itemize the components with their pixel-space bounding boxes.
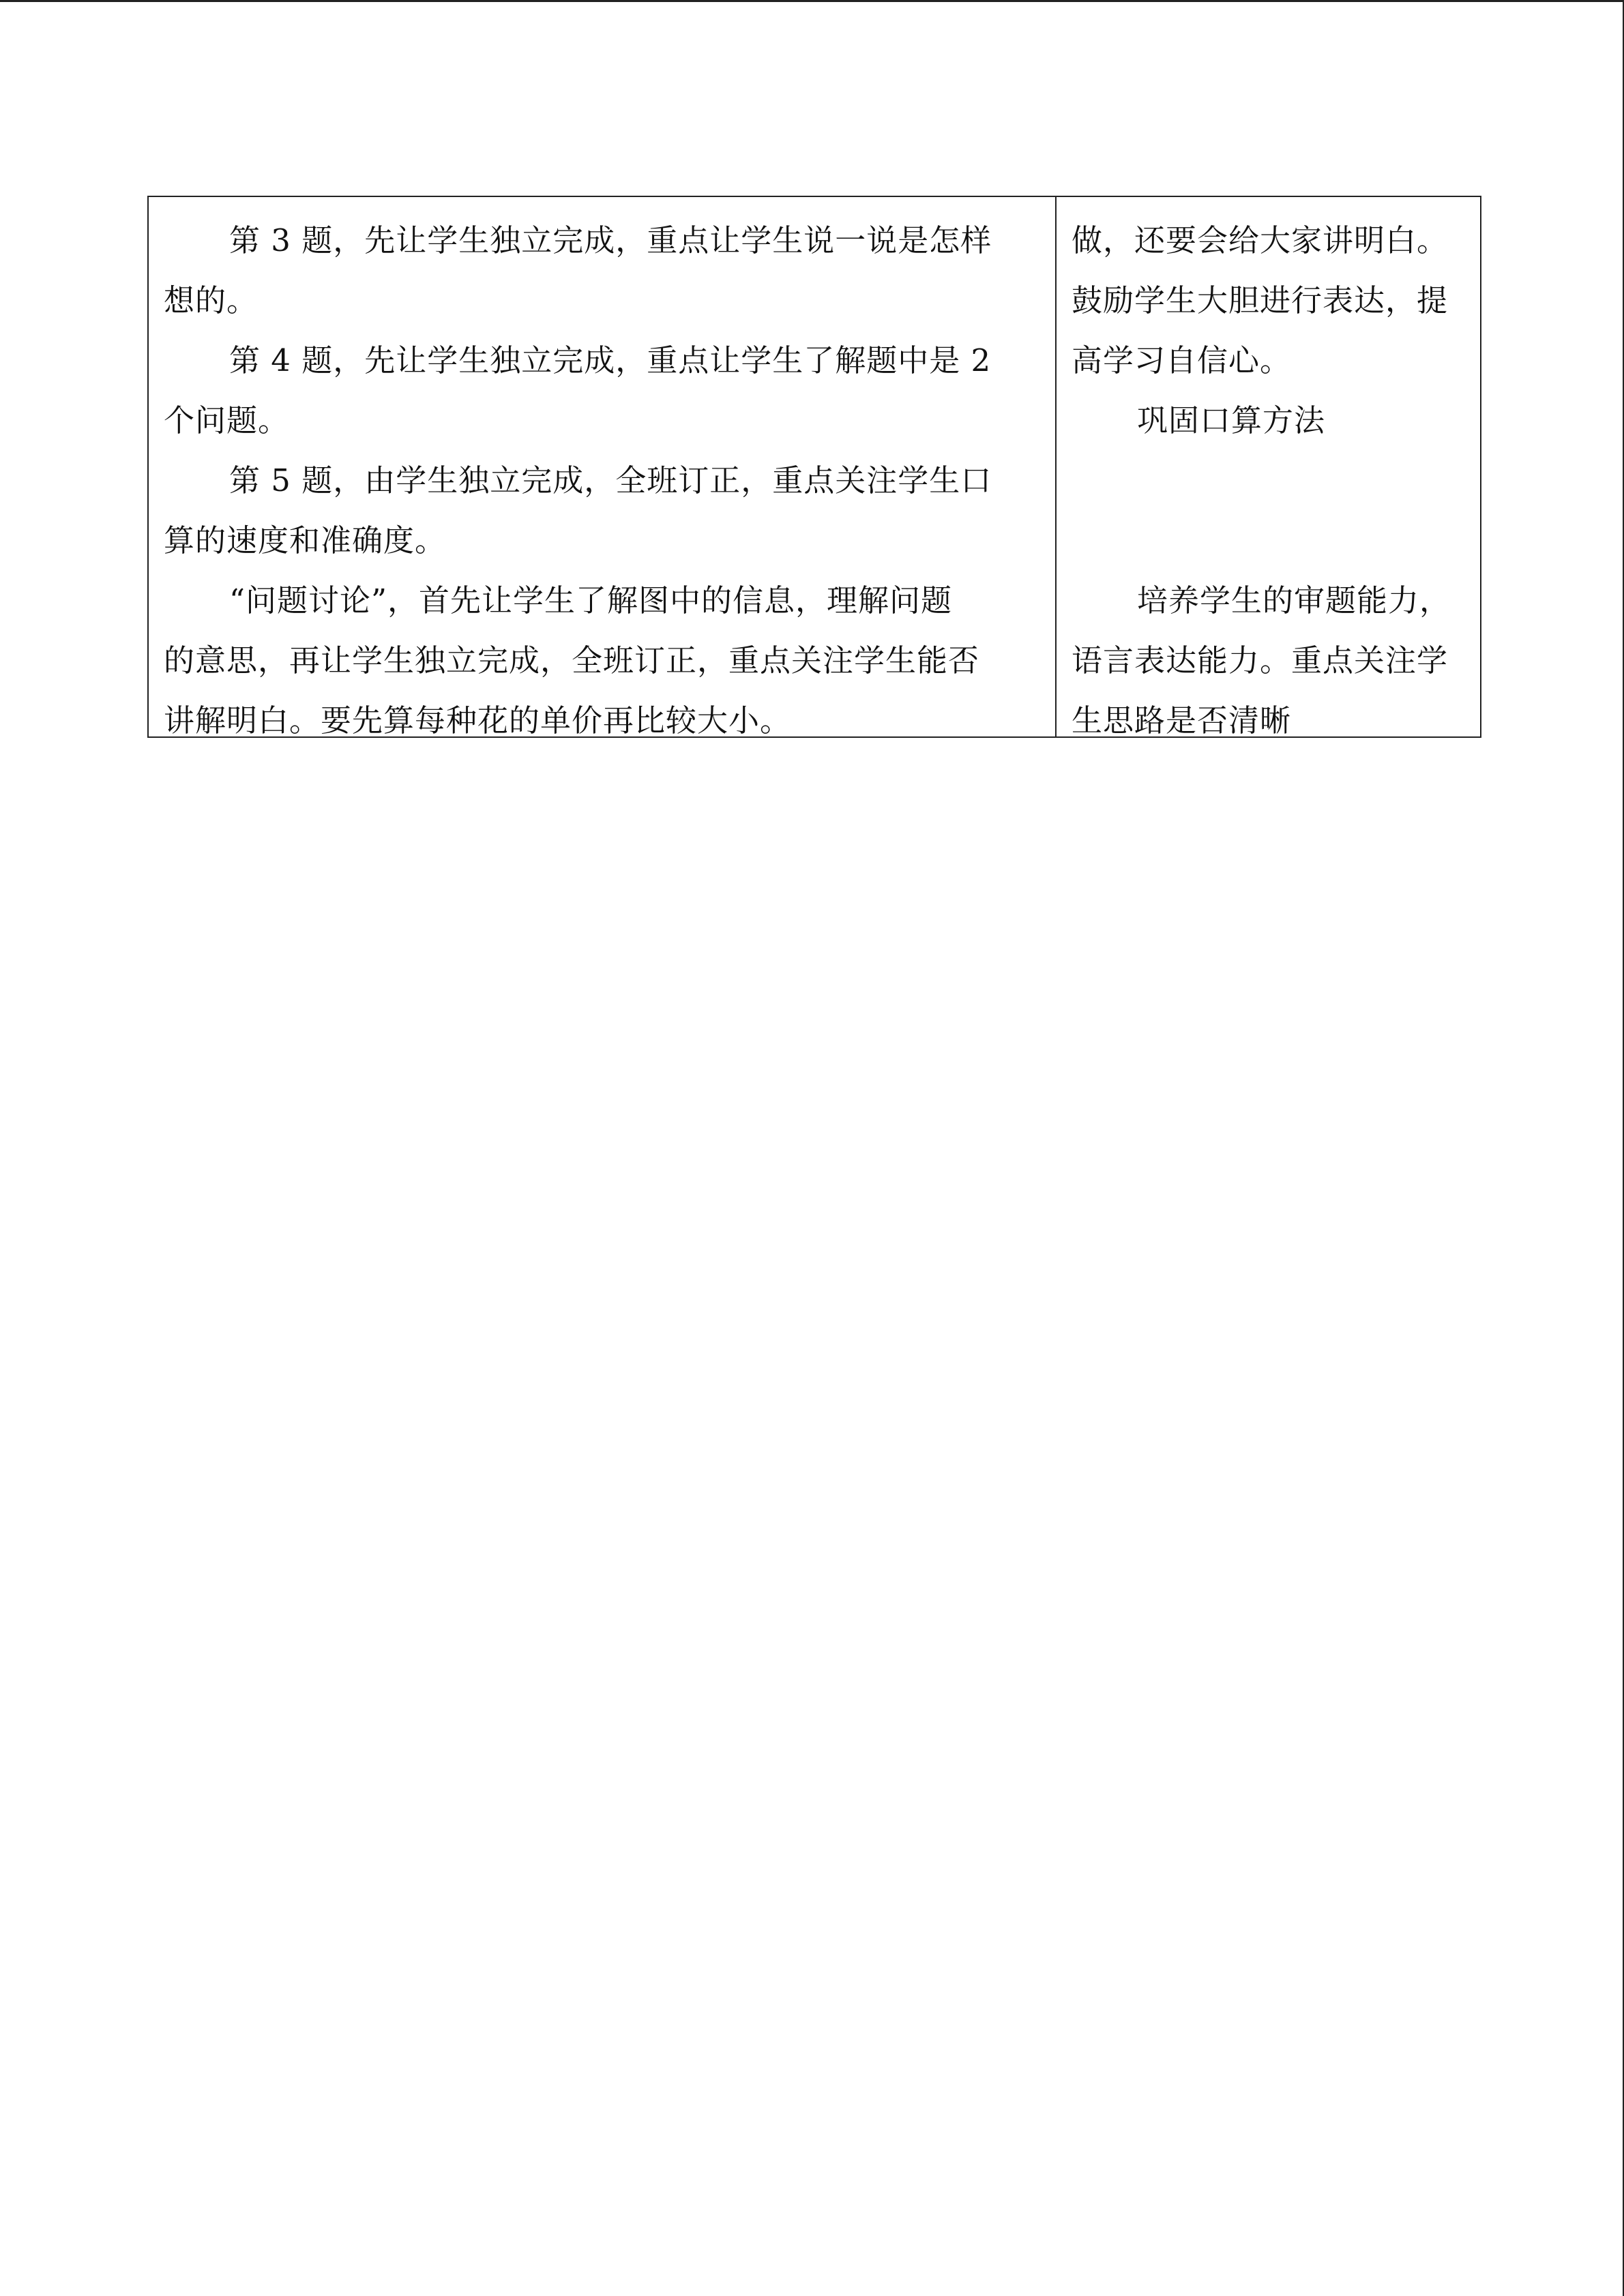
design-intent-column: [1057, 197, 1480, 739]
intent-line-2: 鼓励学生大胆进行表达，提: [1072, 282, 1449, 318]
intent-line-6: 语言表达能力。重点关注学: [1072, 642, 1449, 679]
exercise-4-line-1: 第 4 题，先让学生独立完成，重点让学生了解题中是 2: [229, 342, 992, 378]
exercise-5-line-2: 算的速度和准确度。: [164, 522, 447, 558]
problem-discussion-line-2: 的意思，再让学生独立完成，全班订正，重点关注学生能否: [164, 642, 980, 679]
intent-encourage-paragraph: [1072, 211, 1467, 451]
intent-line-3: 高学习自信心。: [1072, 342, 1292, 378]
exercise-5-line-1: 第 5 题，由学生独立完成，全班订正，重点关注学生口: [229, 462, 992, 498]
exercise-4-line-2: 个问题。: [164, 402, 290, 438]
exercise-3-paragraph: [164, 211, 1044, 331]
intent-line-4: 巩固口算方法: [1137, 402, 1326, 438]
problem-discussion-line-1: “问题讨论”，首先让学生了解图中的信息，理解问题: [229, 582, 953, 618]
teaching-process-column: [149, 197, 1057, 739]
exercise-3-line-1: 第 3 题，先让学生独立完成，重点让学生说一说是怎样: [229, 222, 992, 258]
intent-line-7: 生思路是否清晰: [1072, 702, 1292, 739]
problem-discussion-paragraph: [164, 571, 1044, 751]
exercise-5-paragraph: [164, 451, 1044, 571]
page-top-border: [0, 0, 1624, 2]
intent-review-paragraph: [1072, 571, 1467, 751]
exercise-3-line-2: 想的。: [164, 282, 259, 318]
exercise-4-paragraph: [164, 331, 1044, 451]
intent-line-5: 培养学生的审题能力，: [1137, 582, 1451, 618]
problem-discussion-line-3: 讲解明白。要先算每种花的单价再比较大小。: [164, 702, 792, 739]
lesson-table: [147, 196, 1481, 738]
intent-line-1: 做，还要会给大家讲明白。: [1072, 222, 1449, 258]
